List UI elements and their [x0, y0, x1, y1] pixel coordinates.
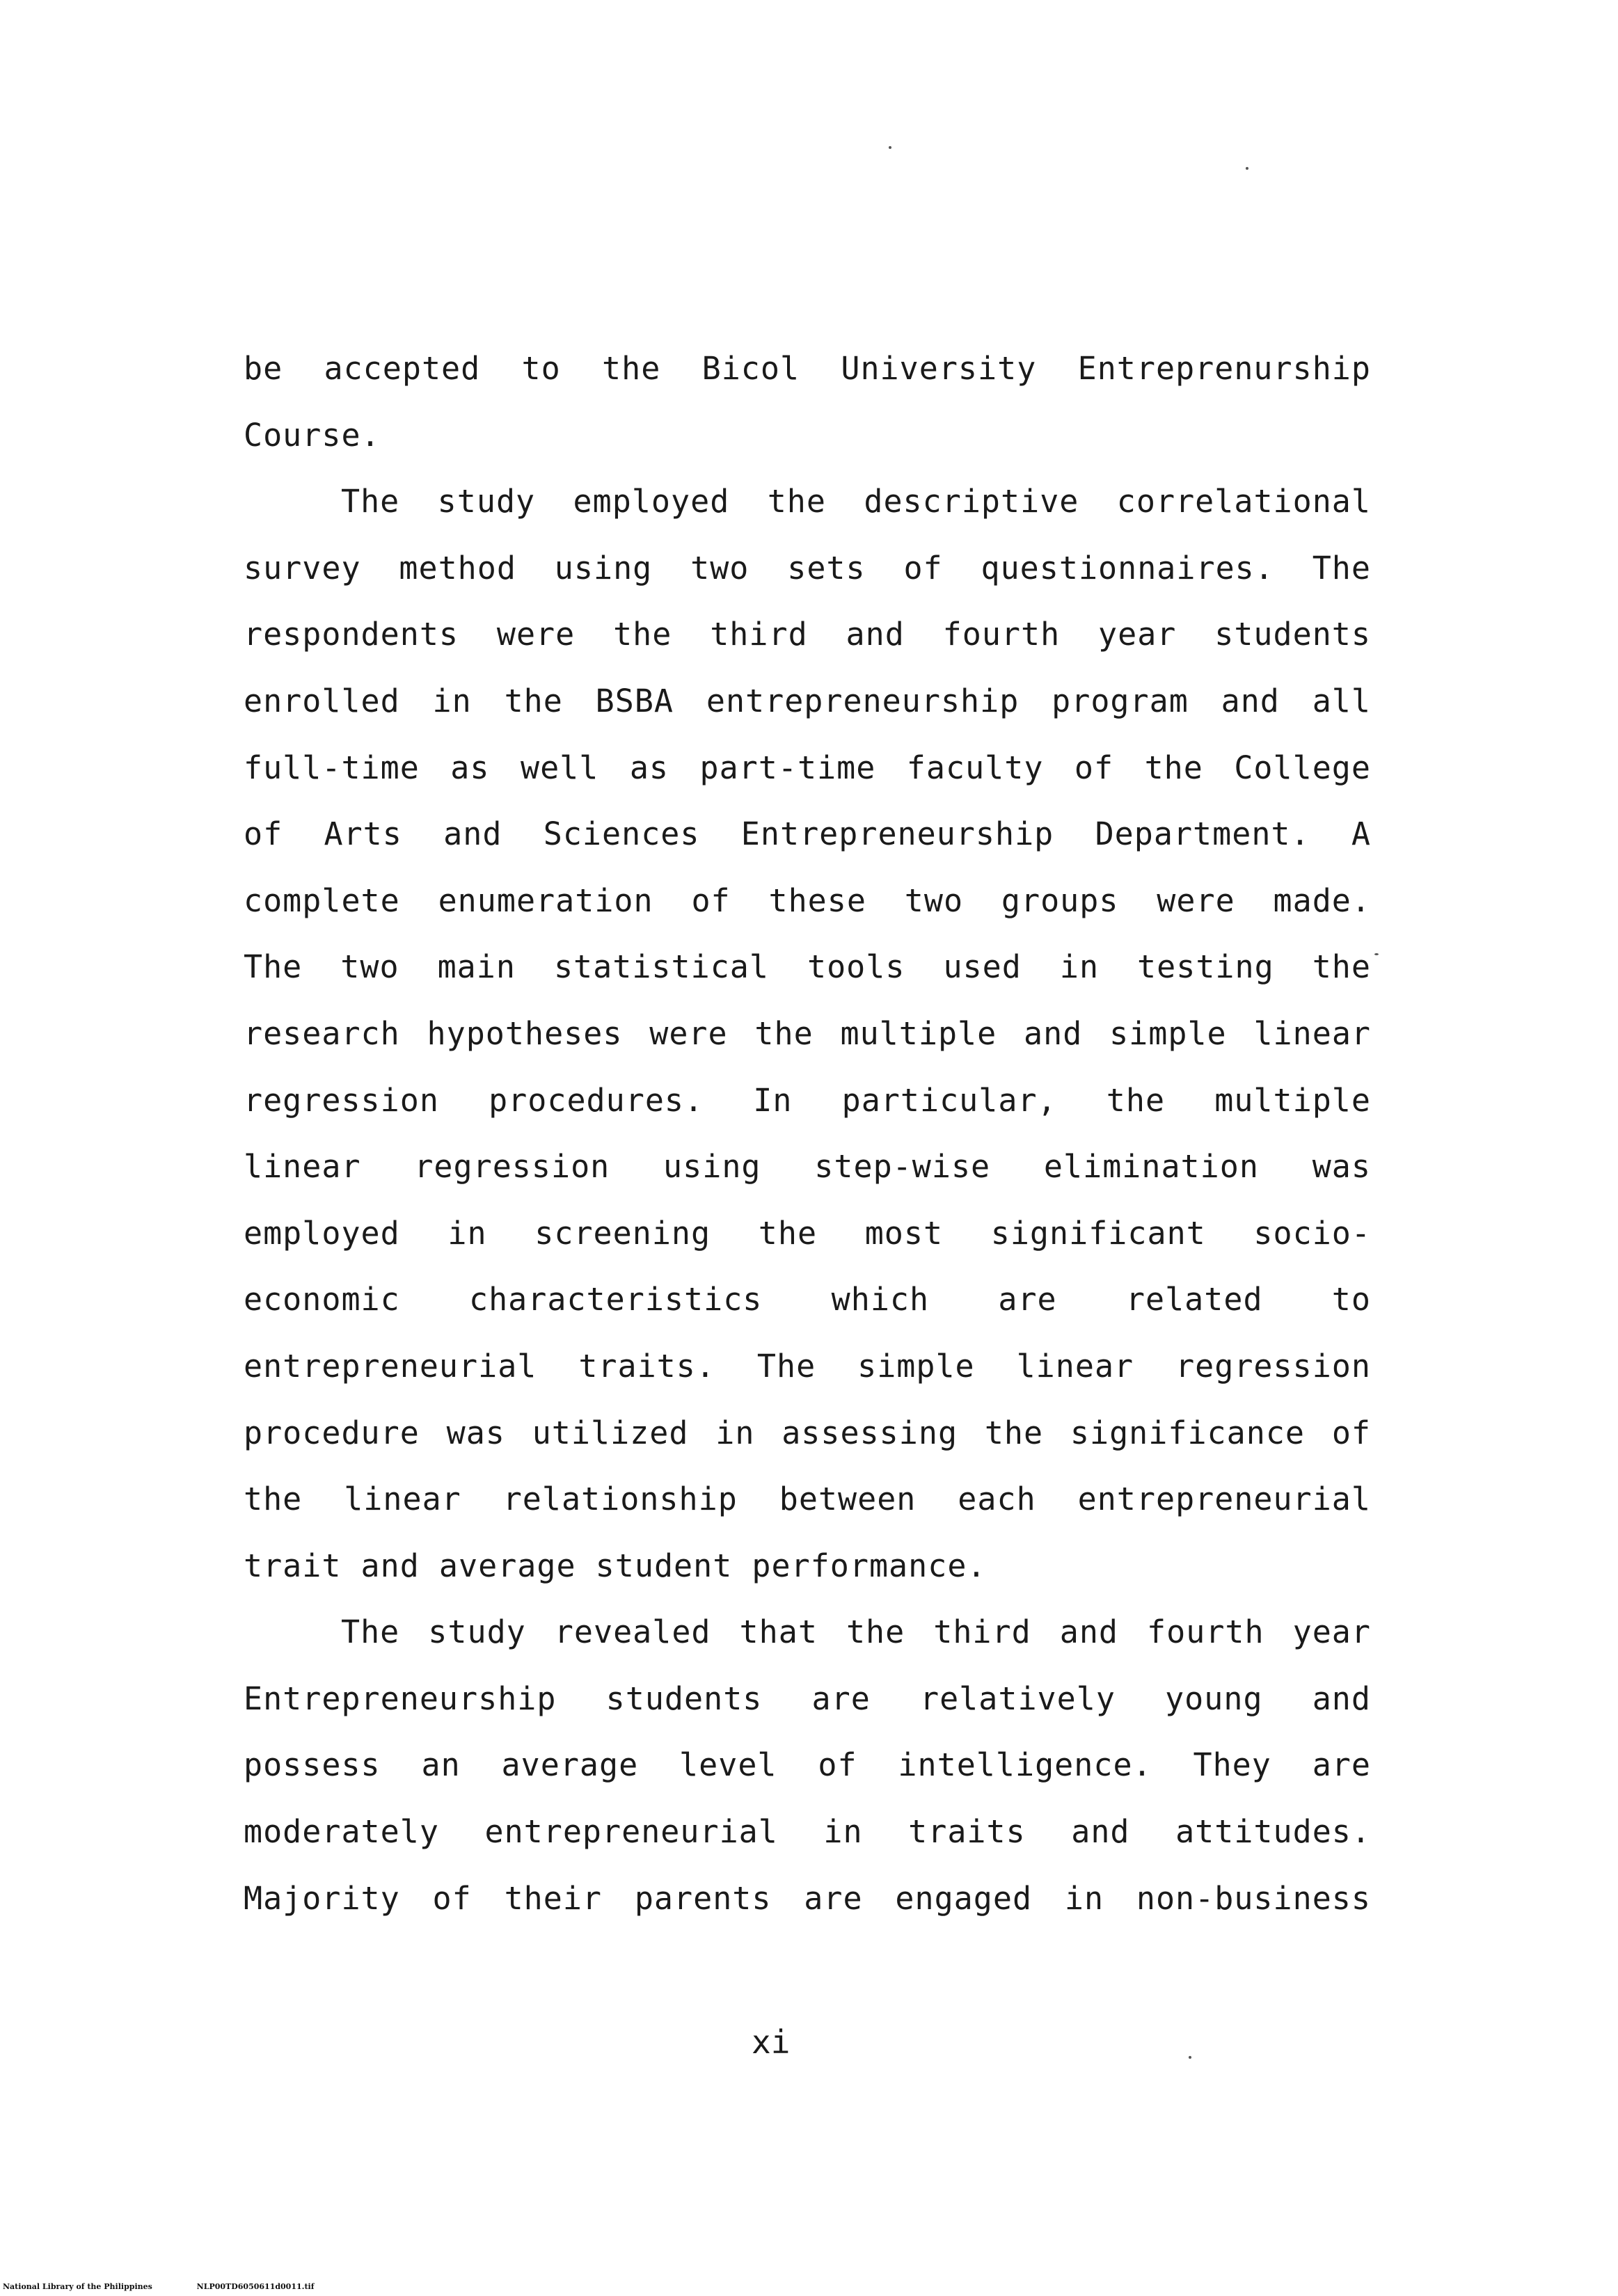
text-line: respondents were the third and fourth year students: [244, 616, 1371, 653]
text-line: complete enumeration of these two groups were made.: [244, 882, 1371, 919]
text-line: The study revealed that the third and fourth year: [341, 1613, 1371, 1651]
text-line: moderately entrepreneurial in traits and attitudes.: [244, 1813, 1371, 1851]
text-line: trait and average student performance.: [244, 1547, 987, 1584]
text-line: full-time as well as part-time faculty of the College: [244, 749, 1371, 786]
text-line: research hypotheses were the multiple and simple linear: [244, 1014, 1371, 1052]
scan-footer: [3, 2282, 314, 2292]
text-line: the linear relationship between each entrepreneurial: [244, 1481, 1371, 1518]
scan-speck: [1246, 167, 1248, 170]
page-number: xi: [752, 2023, 791, 2061]
text-line: The two main statistical tools used in testing the: [244, 948, 1371, 986]
text-line: procedure was utilized in assessing the significance of: [244, 1414, 1371, 1451]
scan-speck: [1189, 2056, 1191, 2059]
text-line: Course.: [244, 416, 381, 454]
text-line: enrolled in the BSBA entrepreneurship program and all: [244, 682, 1371, 719]
footer-library: National Library of the Philippines: [3, 2282, 152, 2291]
footer-file: NLP00TD6050611d0011.tif: [196, 2282, 315, 2291]
text-line: entrepreneurial traits. The simple linear regression: [244, 1347, 1371, 1385]
text-line: Entrepreneurship students are relatively young and: [244, 1680, 1371, 1717]
text-line: survey method using two sets of questionnaires. The: [244, 549, 1371, 587]
text-line: economic characteristics which are related to: [244, 1281, 1371, 1318]
text-line: The study employed the descriptive correlational: [341, 483, 1371, 520]
abstract-body: [244, 335, 1371, 1931]
text-line: of Arts and Sciences Entrepreneurship Department. A: [244, 815, 1371, 853]
text-line: linear regression using step-wise elimination was: [244, 1148, 1371, 1186]
text-line: employed in screening the most significant socio-: [244, 1214, 1371, 1252]
scan-speck: [1374, 953, 1379, 955]
text-line: possess an average level of intelligence. They are: [244, 1746, 1371, 1784]
text-line: regression procedures. In particular, the multiple: [244, 1081, 1371, 1119]
text-line: be accepted to the Bicol University Entreprenurship: [244, 350, 1371, 387]
text-line: Majority of their parents are engaged in non-business: [244, 1879, 1371, 1917]
scan-speck: [889, 146, 891, 149]
